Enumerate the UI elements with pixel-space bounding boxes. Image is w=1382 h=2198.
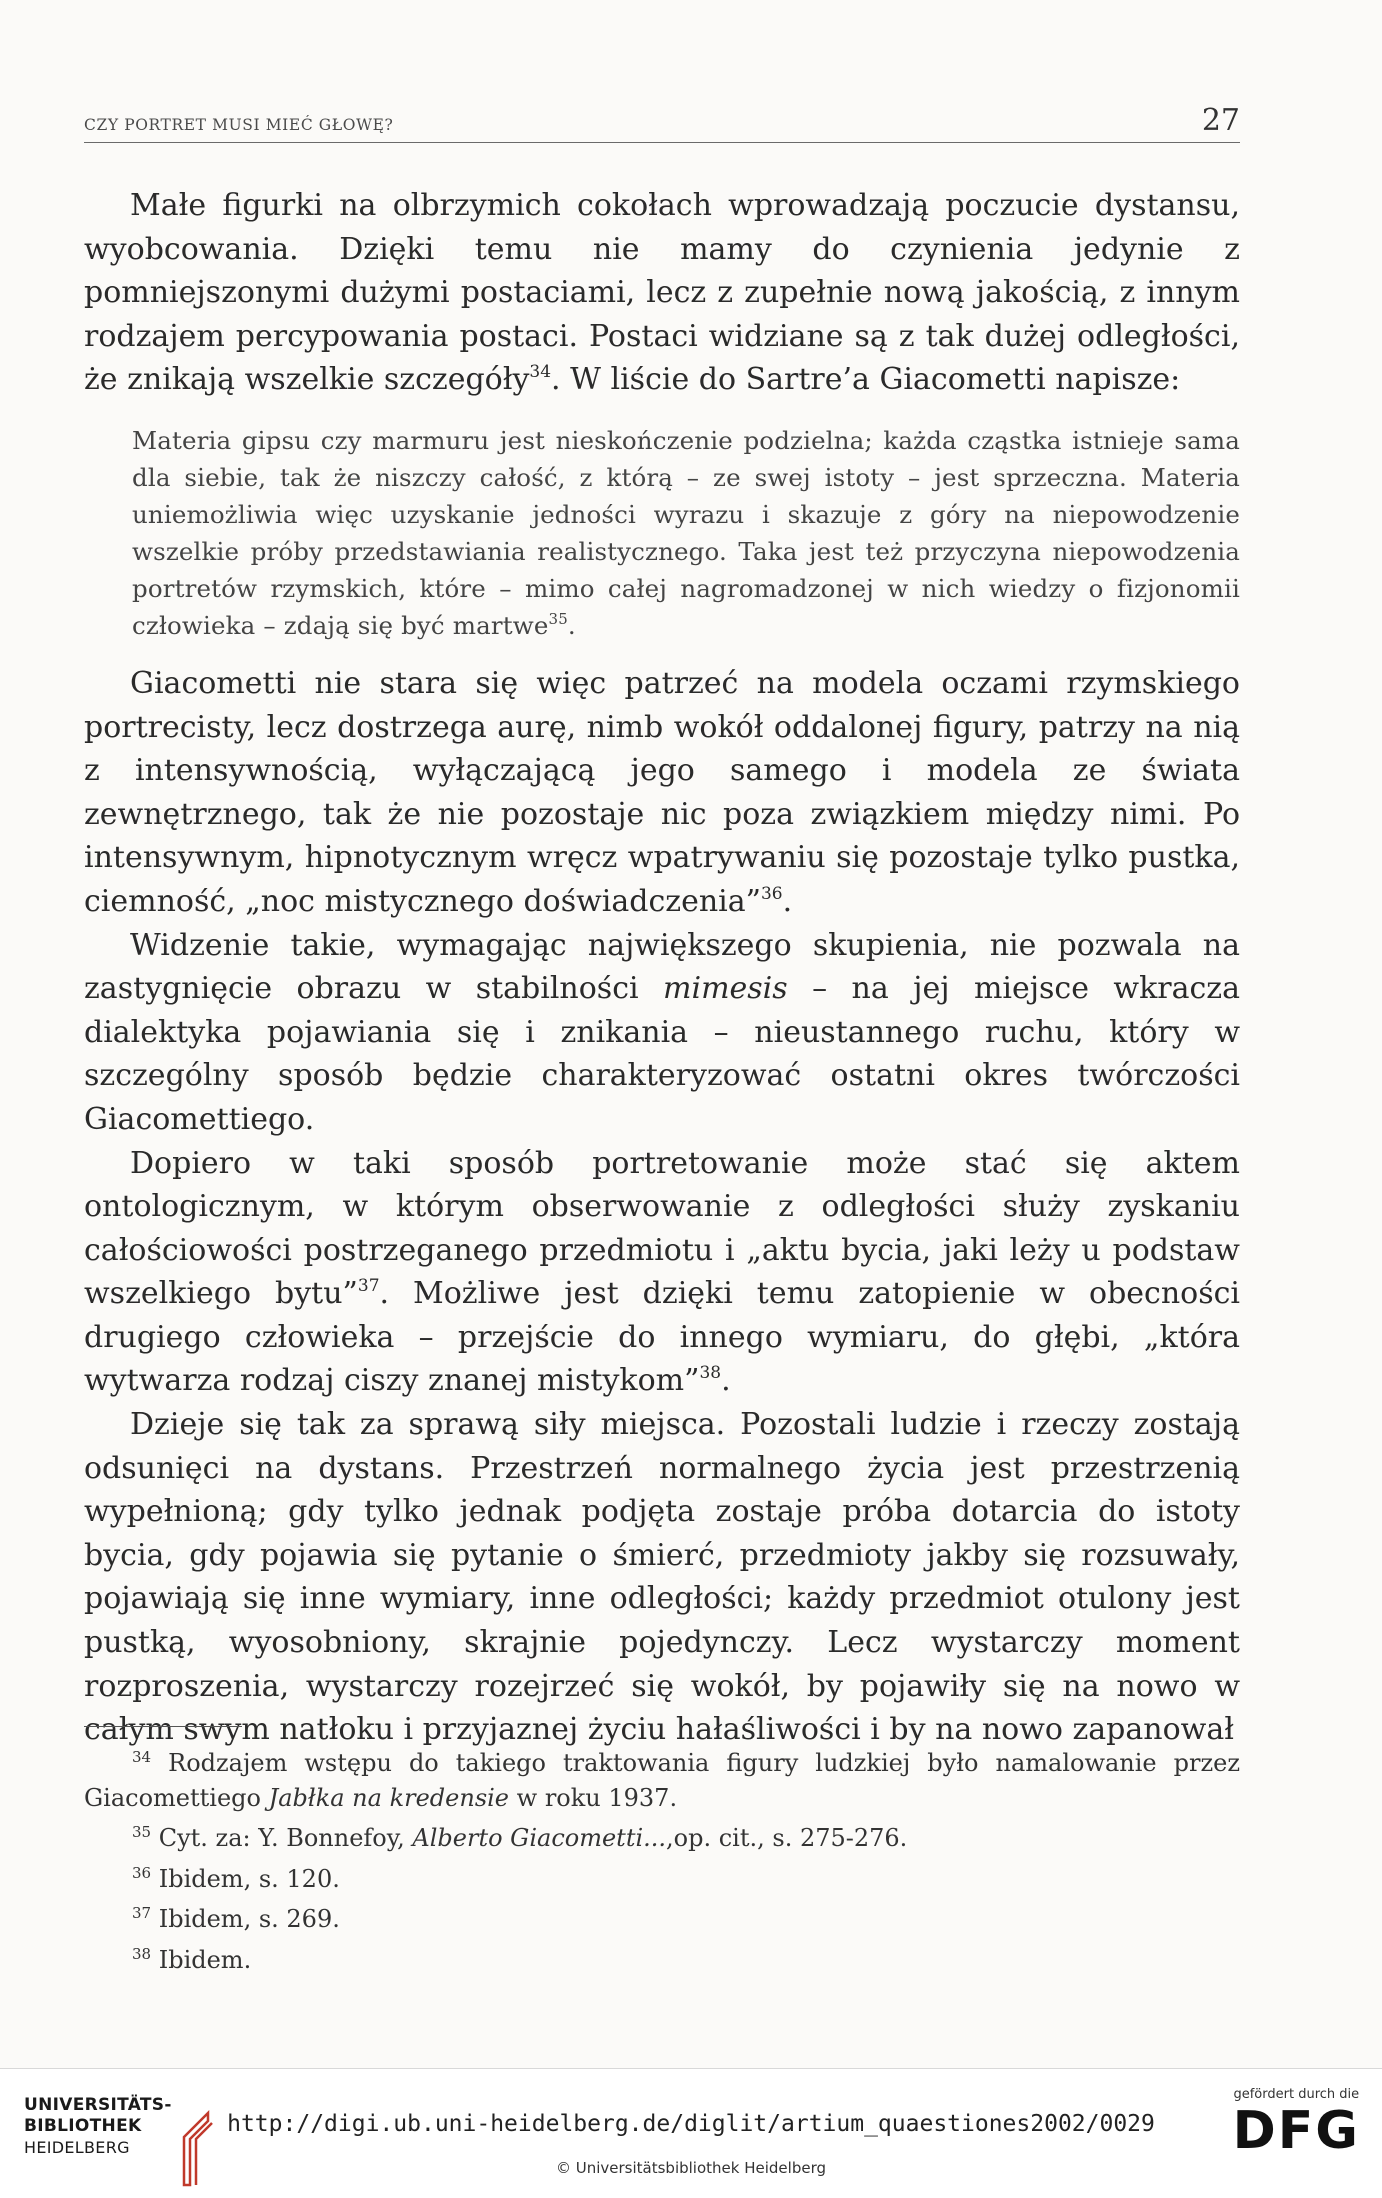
footnote-text: Ibidem. <box>151 1945 252 1974</box>
footnote-number: 38 <box>132 1944 152 1963</box>
footnote-ref-36[interactable]: 36 <box>760 883 783 904</box>
paragraph-1-text: Małe figurki na olbrzymich cokołach wprowadzają poczucie dystansu, wyobcowania. Dzięki temu nie mamy do czynienia jedynie z pomniejszonymi dużymi postaciami, lecz z zupełnie nową jakością, z innym rodzajem percypowania postaci. Postaci widziane są z tak dużej odległości, że znikają wszelkie szczegóły <box>84 188 1240 398</box>
footnote-number: 36 <box>132 1863 152 1882</box>
footnote-37 <box>84 1896 1240 1937</box>
footnote-italic: Jabłka na kredensie <box>268 1783 510 1812</box>
paragraph-4-text-mid: . Możliwe jest dzięki temu zatopienie w obecności drugiego człowieka – przejście do innego wymiaru, do głębi, „która wytwarza rodzaj ciszy znanej mistykom” <box>84 1276 1240 1399</box>
block-quote <box>132 422 1240 644</box>
block-quote-text: Materia gipsu czy marmuru jest nieskończenie podzielna; każda cząstka istnieje sama dla siebie, tak że niszczy całość, z którą – ze swej istoty – jest sprzeczna. Materia uniemożliwia więc uzyskanie jedności wyrazu i skazuje z góry na niepowodzenie wszelkie próby przedstawiania realistycznego. Taka jest też przyczyna niepowodzenia portretów rzymskich, które – mimo całej nagromadzonej w nich wiedzy o fizjonomii człowieka – zdają się być martwe <box>132 425 1240 640</box>
footnote-ref-38[interactable]: 38 <box>699 1363 722 1384</box>
body-text <box>84 184 1240 1752</box>
footnote-italic: Alberto Giacometti... <box>412 1824 667 1852</box>
footnote-text-end: ,op. cit., s. 275-276. <box>666 1824 908 1852</box>
permalink <box>0 2111 1382 2137</box>
paragraph-2 <box>84 662 1240 924</box>
dfg-caption: gefördert durch die <box>1233 2087 1360 2102</box>
paragraph-2-text-end: . <box>782 883 793 919</box>
running-header <box>84 102 1240 143</box>
footnote-34 <box>84 1740 1240 1815</box>
paragraph-3-italic: mimesis <box>663 971 788 1007</box>
footnote-number: 34 <box>132 1748 152 1766</box>
dfg-wordmark: DFG <box>1232 2101 1360 2161</box>
library-name-line3: HEIDELBERG <box>24 2138 130 2157</box>
copyright-notice: © Universitätsbibliothek Heidelberg <box>555 2159 826 2177</box>
running-title: CZY PORTRET MUSI MIEĆ GŁOWĘ? <box>84 116 394 134</box>
paragraph-5 <box>84 1403 1240 1752</box>
footnote-ref-37[interactable]: 37 <box>357 1276 380 1297</box>
page-number: 27 <box>1201 103 1240 138</box>
library-name-line2: BIBLIOTHEK <box>24 2116 142 2136</box>
paragraph-5-text: Dzieje się tak za sprawą siły miejsca. Pozostali ludzie i rzeczy zostają odsunięci na dystans. Przestrzeń normalnego życia jest przestrzenią wypełnioną; gdy tylko jednak podjęta zostaje próba dotarcia do istoty bycia, gdy pojawia się pytanie o śmierć, przedmioty jakby się rozsuwały, pojawiają się inne wymiary, inne odległości; każdy przedmiot otulony jest pustką, wyosobniony, skrajnie pojedynczy. Lecz wystarczy moment rozproszenia, wystarczy rozejrzeć się wokół, by pojawiły się na nowo w całym swym natłoku i przyjaznej życiu hałaśliwości i by na nowo zapanował <box>84 1407 1240 1748</box>
footnote-divider <box>84 1726 242 1727</box>
paragraph-3-text-end: – na jej miejsce wkracza dialektyka pojawiania się i znikania – nieustannego ruchu, który w szczególny sposób będzie charakteryzować ostatni okres twórczości Giacomettiego. <box>84 971 1240 1137</box>
footnote-ref-34[interactable]: 34 <box>529 362 552 383</box>
paragraph-3 <box>84 924 1240 1142</box>
digitization-footer <box>0 2068 1382 2198</box>
block-quote-text-end: . <box>567 610 576 640</box>
paragraph-1 <box>84 184 1240 402</box>
paragraph-4-text-end: . <box>721 1363 731 1399</box>
footnote-number: 37 <box>132 1904 152 1922</box>
footnotes <box>84 1740 1240 1977</box>
footnote-text: Rodzajem wstępu do takiego traktowania figury ludzkiej było namalowanie przez Giacomettiego <box>84 1749 1240 1812</box>
paragraph-4 <box>84 1142 1240 1404</box>
footnote-text-end: w roku 1937. <box>509 1783 678 1812</box>
footnote-text: Cyt. za: Y. Bonnefoy, <box>151 1824 413 1852</box>
permalink-link[interactable]: http://digi.ub.uni-heidelberg.de/diglit/artium_quaestiones2002/0029 <box>227 2111 1155 2137</box>
footnote-text: Ibidem, s. 269. <box>151 1905 340 1933</box>
footnote-ref-35[interactable]: 35 <box>548 609 568 628</box>
footnote-36 <box>84 1856 1240 1897</box>
dfg-logo[interactable] <box>1233 2087 1360 2160</box>
footnote-text: Ibidem, s. 120. <box>151 1864 340 1893</box>
paragraph-3-text: Widzenie takie, wymagając największego skupienia, nie pozwala na zastygnięcie obrazu w stabilności <box>84 927 1240 1007</box>
paragraph-4-text: Dopiero w taki sposób portretowanie może stać się aktem ontologicznym, w którym obserwowanie z odległości służy zyskaniu całościowości postrzeganego przedmiotu i „aktu bycia, jaki leży u podstaw wszelkiego bytu” <box>84 1145 1240 1312</box>
footnote-35 <box>84 1815 1240 1856</box>
paragraph-2-text: Giacometti nie stara się więc patrzeć na modela oczami rzymskiego portrecisty, lecz dostrzega aurę, nimb wokół oddalonej figury, patrzy na nią z intensywnością, wyłączającą jego samego i modela ze świata zewnętrznego, tak że nie pozostaje nic poza związkiem między nimi. Po intensywnym, hipnotycznym wręcz wpatrywaniu się pozostaje tylko pustka, ciemność, „noc mistycznego doświadczenia” <box>84 665 1240 919</box>
footnote-38 <box>84 1937 1240 1978</box>
footnote-number: 35 <box>132 1823 152 1841</box>
library-name-line1: UNIVERSITÄTS- <box>24 2095 172 2115</box>
paragraph-1-text-end: . W liście do Sartre’a Giacometti napisze: <box>551 362 1181 398</box>
